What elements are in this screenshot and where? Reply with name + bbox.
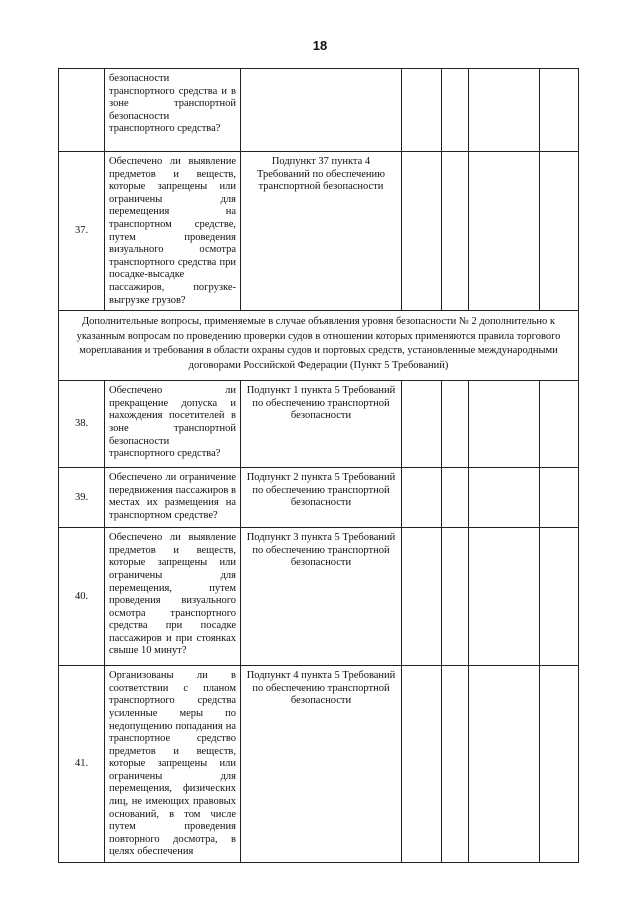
answer-yes-cell[interactable]	[402, 528, 442, 666]
answer-yes-cell[interactable]	[402, 381, 442, 468]
reference-cell: Подпункт 37 пункта 4 Требований по обеспечению транспортной безопасности	[241, 152, 402, 311]
answer-na-cell[interactable]	[469, 528, 540, 666]
row-number: 38.	[59, 381, 105, 468]
checklist-table	[58, 68, 579, 863]
row-number	[59, 69, 105, 152]
answer-yes-cell[interactable]	[402, 69, 442, 152]
answer-na-cell[interactable]	[469, 468, 540, 528]
note-cell[interactable]	[540, 381, 579, 468]
section-heading: Дополнительные вопросы, применяемые в случае объявления уровня безопасности № 2 дополнительно к указанным вопросам по проведению проверки судов в отношении которых применяются правила торгового мореплавания и требования в области охраны судов и портовых средств, установленные международными договорами Российской Федерации (Пункт 5 Требований)	[59, 311, 579, 381]
reference-cell: Подпункт 4 пункта 5 Требований по обеспечению транспортной безопасности	[241, 666, 402, 863]
question-cell: Организованы ли в соответствии с планом транспортного средства усиленные меры по недопущению попадания на транспортное средство предметов и веществ, которые запрещены или ограничены для перемещения, физических лиц, не имеющих правовых оснований, в том числе путем проведения повторного досмотра, в целях обеспечения	[105, 666, 241, 863]
question-cell: Обеспечено ли прекращение допуска и нахождения посетителей в зоне транспортной безопасности транспортного средства?	[105, 381, 241, 468]
question-cell: Обеспечено ли выявление предметов и веществ, которые запрещены или ограничены для перемещения на транспортном средстве, путем проведения визуального осмотра транспортного средства при посадке-высадке пассажиров, погрузке-выгрузке грузов?	[105, 152, 241, 311]
table-row	[59, 381, 579, 468]
note-cell[interactable]	[540, 468, 579, 528]
row-number: 37.	[59, 152, 105, 311]
question-cell: Обеспечено ли выявление предметов и веществ, которые запрещены или ограничены для перемещения, путем проведения визуального осмотра транспортного средства при посадке пассажиров и при стоянках свыше 10 минут?	[105, 528, 241, 666]
note-cell[interactable]	[540, 666, 579, 863]
answer-no-cell[interactable]	[442, 69, 469, 152]
answer-no-cell[interactable]	[442, 528, 469, 666]
question-cell: безопасности транспортного средства и в зоне транспортной безопасности транспортного средства?	[105, 69, 241, 152]
note-cell[interactable]	[540, 528, 579, 666]
row-number: 39.	[59, 468, 105, 528]
note-cell[interactable]	[540, 152, 579, 311]
answer-no-cell[interactable]	[442, 381, 469, 468]
answer-na-cell[interactable]	[469, 666, 540, 863]
answer-na-cell[interactable]	[469, 381, 540, 468]
reference-cell: Подпункт 2 пункта 5 Требований по обеспечению транспортной безопасности	[241, 468, 402, 528]
table-row	[59, 468, 579, 528]
table-row	[59, 528, 579, 666]
answer-na-cell[interactable]	[469, 69, 540, 152]
answer-no-cell[interactable]	[442, 152, 469, 311]
answer-no-cell[interactable]	[442, 468, 469, 528]
row-number: 41.	[59, 666, 105, 863]
reference-cell: Подпункт 3 пункта 5 Требований по обеспечению транспортной безопасности	[241, 528, 402, 666]
answer-no-cell[interactable]	[442, 666, 469, 863]
note-cell[interactable]	[540, 69, 579, 152]
page-number: 18	[312, 38, 328, 53]
row-number: 40.	[59, 528, 105, 666]
table-row	[59, 69, 579, 152]
reference-cell: Подпункт 1 пункта 5 Требований по обеспечению транспортной безопасности	[241, 381, 402, 468]
answer-yes-cell[interactable]	[402, 468, 442, 528]
answer-yes-cell[interactable]	[402, 152, 442, 311]
table-row	[59, 666, 579, 863]
answer-yes-cell[interactable]	[402, 666, 442, 863]
question-cell: Обеспечено ли ограничение передвижения пассажиров в местах их размещения на транспортном средстве?	[105, 468, 241, 528]
table-row	[59, 152, 579, 311]
answer-na-cell[interactable]	[469, 152, 540, 311]
reference-cell	[241, 69, 402, 152]
section-row	[59, 311, 579, 381]
